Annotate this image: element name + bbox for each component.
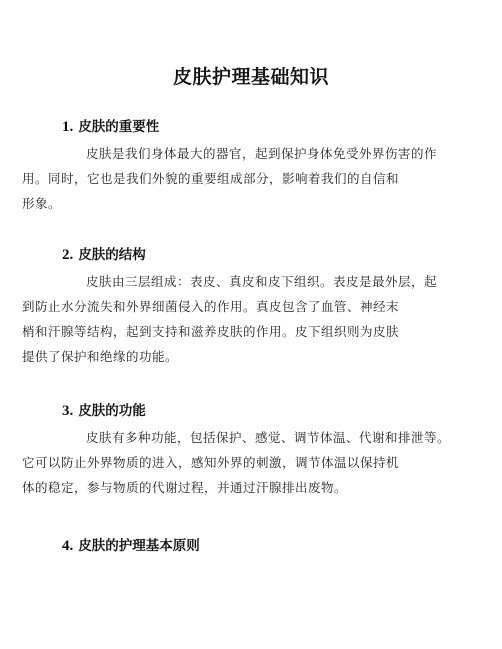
body-line: 皮肤由三层组成：表皮、真皮和皮下组织。表皮是最外层，起 — [86, 274, 438, 289]
section-number: 2. — [62, 247, 74, 263]
section-body — [22, 425, 462, 500]
body-line: 皮肤是我们身体最大的器官，起到保护身体免受外界伤害的作 — [86, 146, 438, 161]
section-body — [22, 141, 462, 216]
section-body — [22, 269, 462, 369]
section-care-principles — [62, 537, 462, 555]
section-heading — [62, 246, 462, 264]
body-line: 梢和汗腺等结构，起到支持和滋养皮肤的作用。皮下组织则为皮肤 — [22, 324, 400, 339]
section-heading-text: 皮肤的结构 — [78, 247, 146, 263]
body-line: 用。同时，它也是我们外貌的重要组成部分，影响着我们的自信和 — [22, 171, 400, 186]
section-heading-text: 皮肤的功能 — [78, 403, 146, 419]
body-line: 形象。 — [22, 196, 62, 211]
body-line: 到防止水分流失和外界细菌侵入的作用。真皮包含了血管、神经末 — [22, 299, 400, 314]
section-heading-text: 皮肤的重要性 — [78, 119, 160, 135]
document-title: 皮肤护理基础知识 — [172, 66, 329, 88]
section-number: 4. — [62, 538, 74, 554]
section-number: 3. — [62, 403, 74, 419]
section-heading — [62, 118, 462, 136]
section-heading-text: 皮肤的护理基本原则 — [78, 538, 200, 554]
body-line: 体的稳定，参与物质的代谢过程，并通过汗腺排出废物。 — [22, 480, 348, 495]
section-function — [22, 402, 462, 500]
section-heading — [62, 402, 462, 420]
section-structure — [22, 246, 462, 369]
body-line: 提供了保护和绝缘的功能。 — [22, 349, 179, 364]
section-number: 1. — [62, 119, 74, 135]
section-importance — [22, 118, 462, 216]
body-line: 它可以防止外界物质的进入，感知外界的刺激，调节体温以保持机 — [22, 455, 400, 470]
body-line: 皮肤有多种功能，包括保护、感觉、调节体温、代谢和排泄等。 — [86, 430, 451, 445]
section-heading — [62, 537, 462, 555]
